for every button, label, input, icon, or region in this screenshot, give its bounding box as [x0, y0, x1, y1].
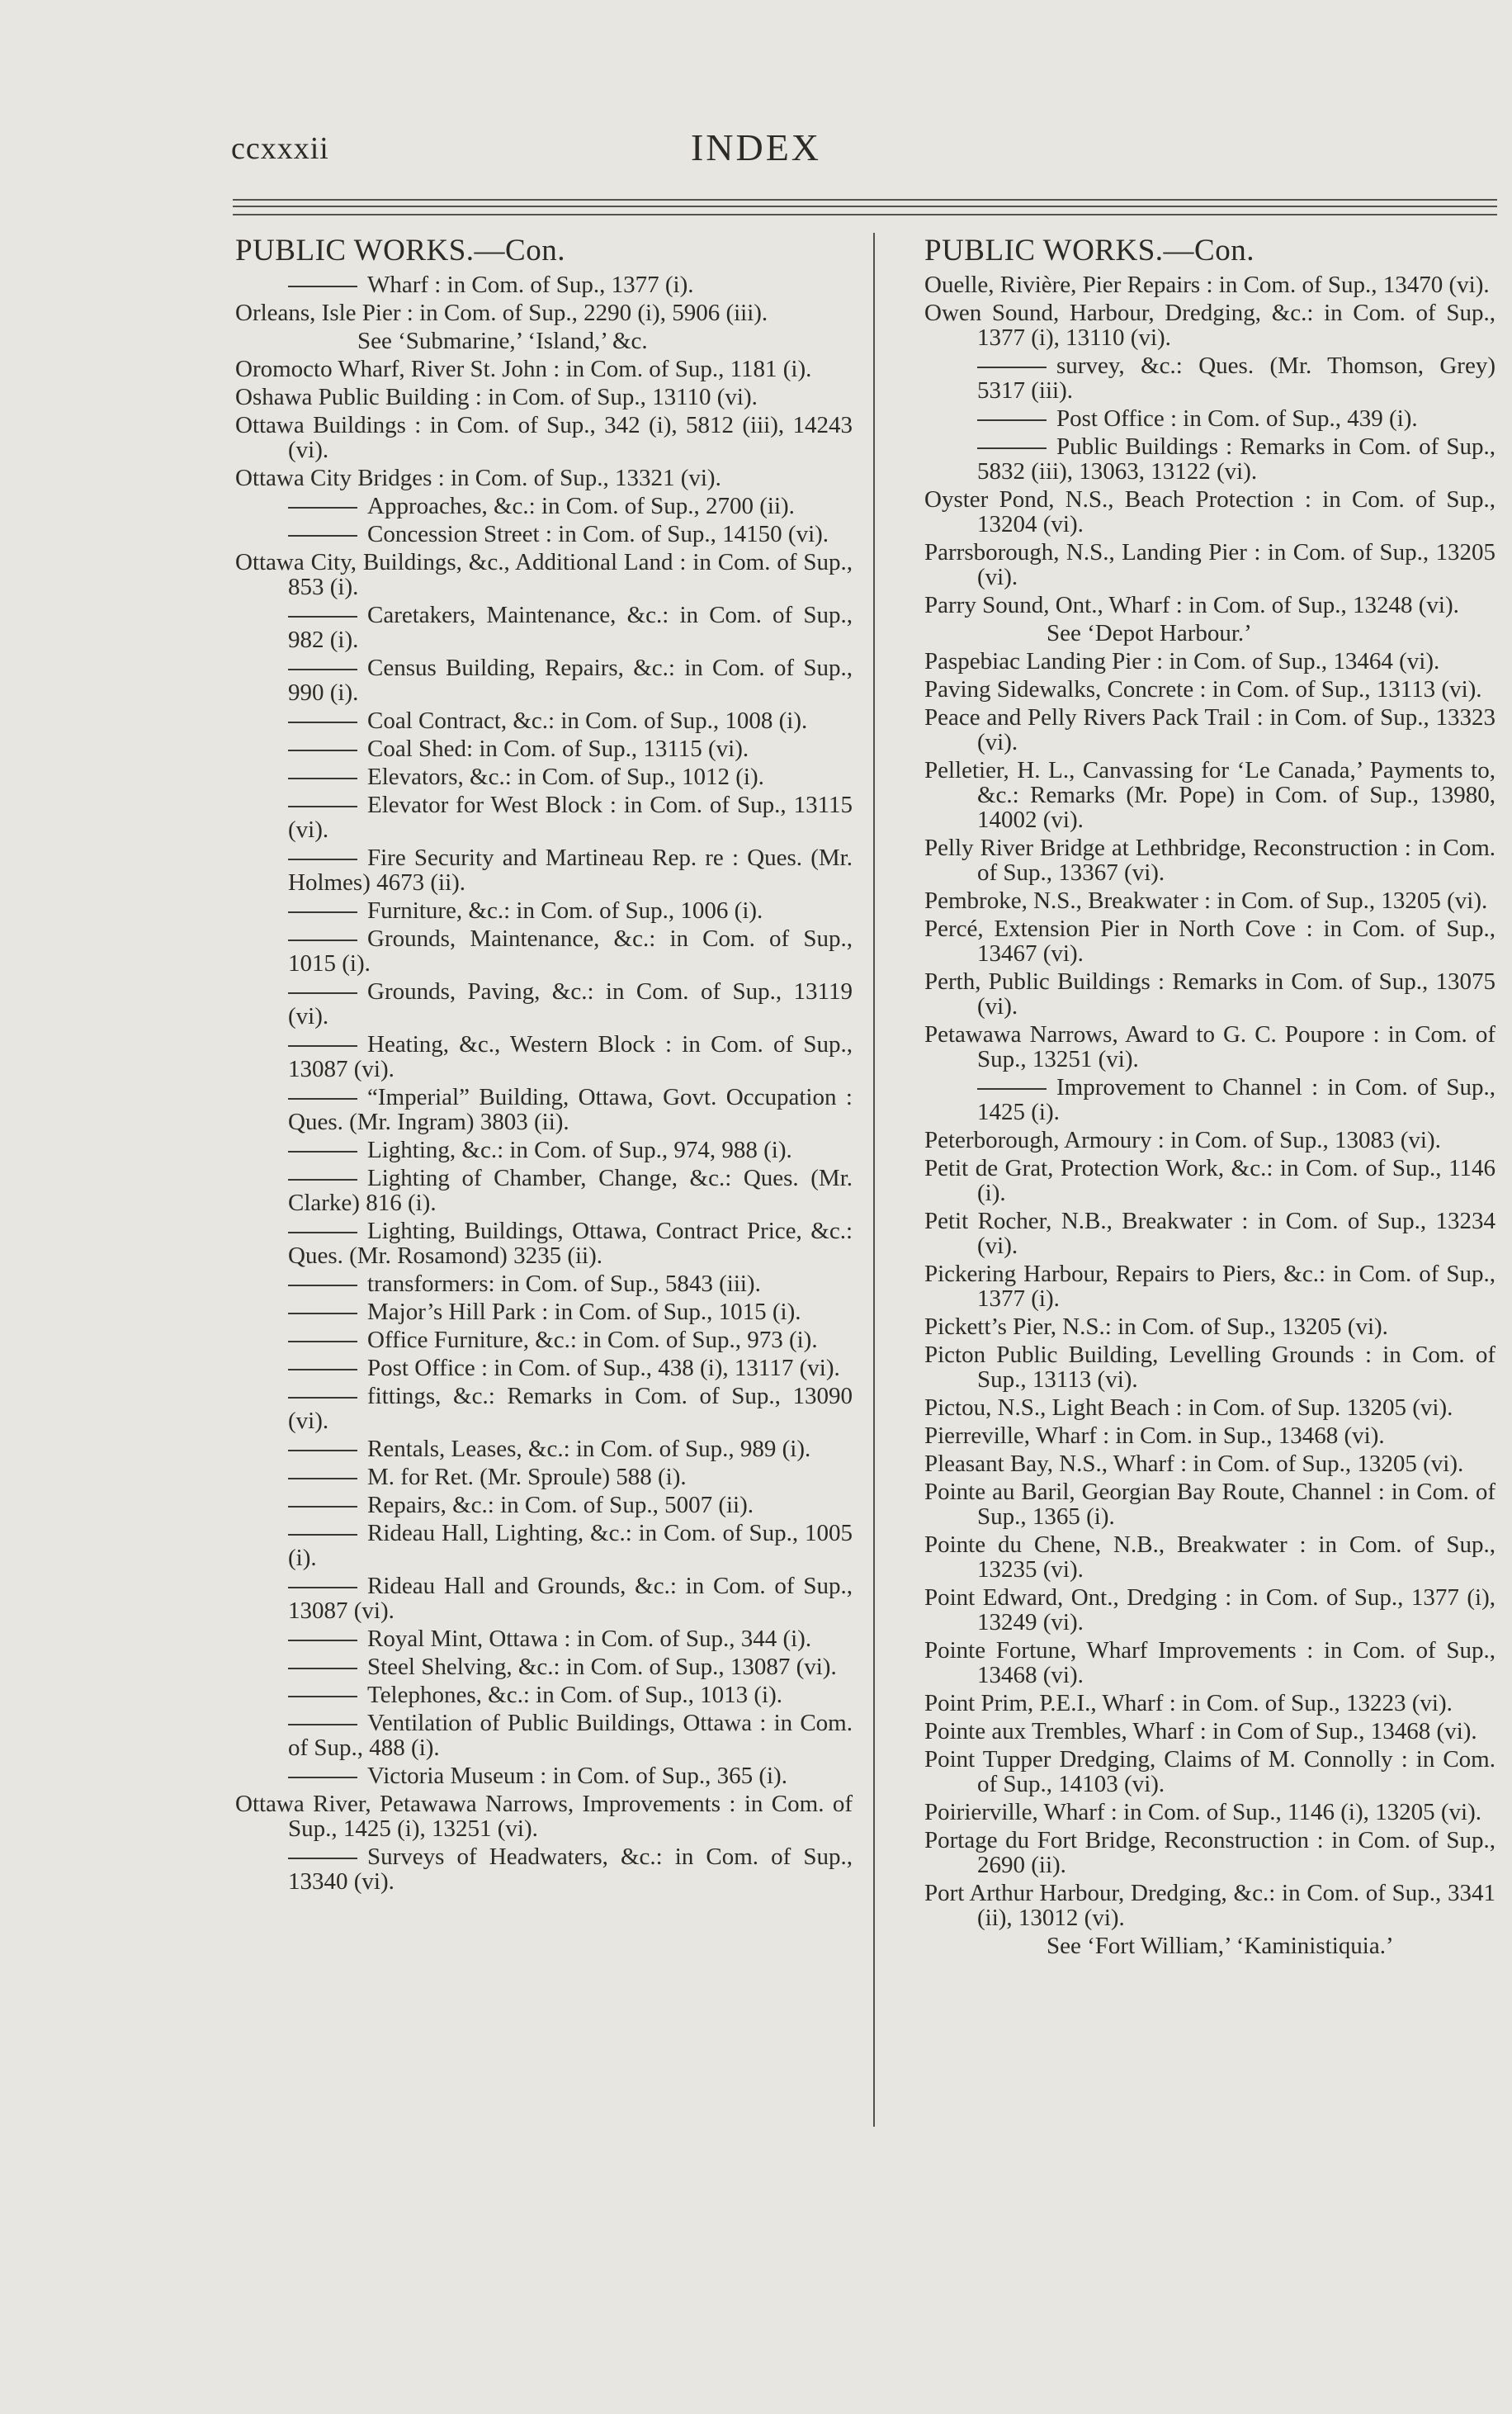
entry-text: See ‘Depot Harbour.’ — [1047, 620, 1252, 646]
entry-text: Elevator for West Block : in Com. of Sup., 13115 (vi). — [288, 792, 853, 843]
ditto-dash — [288, 1450, 357, 1451]
ditto-dash — [288, 286, 357, 287]
entry-text: Picton Public Building, Levelling Grounds : in Com. of Sup., 13113 (vi). — [924, 1342, 1495, 1393]
entry-text: Percé, Extension Pier in North Cove : in Com. of Sup., 13467 (vi). — [924, 916, 1495, 967]
index-subentry — [235, 603, 853, 652]
cross-reference — [924, 1934, 1495, 1958]
entry-text: Approaches, &c.: in Com. of Sup., 2700 (ii). — [367, 493, 795, 519]
index-subentry — [924, 353, 1495, 403]
entry-text: fittings, &c.: Remarks in Com. of Sup., 13090 (vi). — [288, 1383, 853, 1434]
index-entry — [235, 466, 853, 490]
ditto-dash — [288, 1232, 357, 1233]
index-subentry — [235, 272, 853, 297]
index-entry — [924, 1532, 1495, 1582]
index-entry — [924, 758, 1495, 832]
index-subentry — [235, 1437, 853, 1461]
index-subentry — [235, 1219, 853, 1268]
entry-text: Post Office : in Com. of Sup., 439 (i). — [1056, 405, 1418, 432]
index-entry — [924, 1800, 1495, 1825]
ditto-dash — [288, 535, 357, 537]
entry-text: Pickett’s Pier, N.S.: in Com. of Sup., 13205 (vi). — [924, 1314, 1388, 1340]
index-subentry — [235, 522, 853, 547]
entry-text: Concession Street : in Com. of Sup., 14150 (vi). — [367, 521, 829, 547]
index-entry — [924, 1128, 1495, 1153]
index-entry — [924, 1423, 1495, 1448]
ditto-dash — [288, 940, 357, 941]
index-entry — [924, 649, 1495, 674]
index-subentry — [235, 1763, 853, 1788]
index-entry — [924, 1156, 1495, 1205]
entry-text: Caretakers, Maintenance, &c.: in Com. of Sup., 982 (i). — [288, 602, 853, 653]
entry-text: Pickering Harbour, Repairs to Piers, &c.: in Com. of Sup., 1377 (i). — [924, 1261, 1495, 1312]
index-subentry — [235, 1085, 853, 1134]
entry-text: Pierreville, Wharf : in Com. in Sup., 13468 (vi). — [924, 1422, 1385, 1449]
index-subentry — [235, 1626, 853, 1651]
index-subentry — [235, 1271, 853, 1296]
index-entry — [924, 272, 1495, 297]
index-entry — [924, 677, 1495, 702]
entry-text: Post Office : in Com. of Sup., 438 (i), 13117 (vi). — [367, 1355, 840, 1381]
right-column — [924, 233, 1495, 1962]
index-subentry — [235, 1574, 853, 1623]
entry-text: Rideau Hall and Grounds, &c.: in Com. of Sup., 13087 (vi). — [288, 1573, 853, 1624]
entry-text: Elevators, &c.: in Com. of Sup., 1012 (i). — [367, 764, 764, 790]
ditto-dash — [288, 1341, 357, 1342]
entry-text: Repairs, &c.: in Com. of Sup., 5007 (ii). — [367, 1492, 754, 1518]
ditto-dash — [288, 1696, 357, 1697]
entry-text: Rideau Hall, Lighting, &c.: in Com. of Sup., 1005 (i). — [288, 1520, 853, 1571]
entry-text: Point Prim, P.E.I., Wharf : in Com. of Sup., 13223 (vi). — [924, 1690, 1453, 1716]
index-entry — [924, 301, 1495, 350]
index-entry — [924, 1209, 1495, 1258]
entry-text: Ottawa River, Petawawa Narrows, Improvements : in Com. of Sup., 1425 (i), 13251 (vi). — [235, 1791, 853, 1842]
index-entry — [924, 969, 1495, 1019]
index-entry — [924, 916, 1495, 966]
header-rule — [233, 214, 1497, 215]
entry-text: Public Buildings : Remarks in Com. of Sup., 5832 (iii), 13063, 13122 (vi). — [977, 433, 1495, 485]
index-entry — [924, 487, 1495, 537]
index-subentry — [235, 1032, 853, 1082]
entry-text: Victoria Museum : in Com. of Sup., 365 (i). — [367, 1763, 787, 1789]
column-divider — [873, 233, 875, 2127]
ditto-dash — [288, 1534, 357, 1536]
entry-text: Lighting, &c.: in Com. of Sup., 974, 988 (i). — [367, 1137, 792, 1163]
entry-text: Ottawa City Bridges : in Com. of Sup., 13321 (vi). — [235, 465, 721, 491]
ditto-dash — [288, 778, 357, 779]
entry-text: Pelly River Bridge at Lethbridge, Reconstruction : in Com. of Sup., 13367 (vi). — [924, 835, 1495, 886]
index-entry — [924, 1314, 1495, 1339]
index-subentry — [235, 926, 853, 976]
index-entry — [924, 593, 1495, 618]
entry-text: Telephones, &c.: in Com. of Sup., 1013 (i). — [367, 1682, 782, 1708]
entry-text: Ottawa City, Buildings, &c., Additional Land : in Com. of Sup., 853 (i). — [235, 549, 853, 600]
entry-text: Grounds, Maintenance, &c.: in Com. of Sup., 1015 (i). — [288, 925, 853, 977]
page-number: ccxxxii — [231, 131, 329, 166]
ditto-dash — [288, 992, 357, 994]
entry-text: survey, &c.: Ques. (Mr. Thomson, Grey) 5317 (iii). — [977, 353, 1495, 404]
entry-text: Point Edward, Ont., Dredging : in Com. of Sup., 1377 (i), 13249 (vi). — [924, 1584, 1495, 1635]
ditto-dash — [977, 367, 1047, 368]
index-subentry — [235, 1844, 853, 1894]
ditto-dash — [288, 1640, 357, 1641]
entry-text: Paspebiac Landing Pier : in Com. of Sup., 13464 (vi). — [924, 648, 1440, 674]
entry-text: Coal Shed: in Com. of Sup., 13115 (vi). — [367, 736, 749, 762]
index-entry — [924, 888, 1495, 913]
entry-text: Lighting, Buildings, Ottawa, Contract Price, &c.: Ques. (Mr. Rosamond) 3235 (ii). — [288, 1218, 853, 1269]
entry-text: Poirierville, Wharf : in Com. of Sup., 1146 (i), 13205 (vi). — [924, 1799, 1481, 1825]
entry-text: Ouelle, Rivière, Pier Repairs : in Com. of Sup., 13470 (vi). — [924, 272, 1490, 298]
index-subentry — [235, 1384, 853, 1433]
entry-text: Rentals, Leases, &c.: in Com. of Sup., 989 (i). — [367, 1436, 811, 1462]
entry-text: M. for Ret. (Mr. Sproule) 588 (i). — [367, 1464, 687, 1490]
index-subentry — [235, 1166, 853, 1215]
index-subentry — [235, 1138, 853, 1162]
index-entry — [235, 385, 853, 409]
ditto-dash — [977, 419, 1047, 421]
ditto-dash — [288, 859, 357, 860]
ditto-dash — [288, 806, 357, 807]
index-subentry — [235, 898, 853, 923]
ditto-dash — [288, 1285, 357, 1286]
index-entry — [235, 357, 853, 381]
index-entry — [924, 1638, 1495, 1687]
index-entry — [235, 301, 853, 325]
ditto-dash — [288, 1098, 357, 1100]
entry-text: Fire Security and Martineau Rep. re : Ques. (Mr. Holmes) 4673 (ii). — [288, 845, 853, 896]
ditto-dash — [288, 507, 357, 509]
cross-reference — [924, 621, 1495, 646]
index-entry — [924, 1691, 1495, 1716]
index-entry — [924, 1261, 1495, 1311]
index-entry — [924, 1828, 1495, 1877]
index-entry — [924, 1451, 1495, 1476]
page-title: INDEX — [690, 126, 822, 168]
index-entry — [924, 1881, 1495, 1930]
header-rule — [233, 199, 1497, 201]
entry-text: Petit Rocher, N.B., Breakwater : in Com. of Sup., 13234 (vi). — [924, 1208, 1495, 1259]
index-entry — [924, 705, 1495, 755]
index-entry — [924, 540, 1495, 589]
entry-text: Pembroke, N.S., Breakwater : in Com. of Sup., 13205 (vi). — [924, 888, 1488, 914]
ditto-dash — [288, 722, 357, 723]
index-subentry — [924, 434, 1495, 484]
ditto-dash — [288, 1777, 357, 1778]
entry-text: Parrsborough, N.S., Landing Pier : in Com. of Sup., 13205 (vi). — [924, 539, 1495, 590]
entry-text: Pelletier, H. L., Canvassing for ‘Le Canada,’ Payments to, &c.: Remarks (Mr. Pope) in Com. of Sup., 13980, 14002 (vi). — [924, 757, 1495, 833]
entry-text: Royal Mint, Ottawa : in Com. of Sup., 344 (i). — [367, 1626, 812, 1652]
index-subentry — [235, 494, 853, 518]
entry-text: Pictou, N.S., Light Beach : in Com. of Sup. 13205 (vi). — [924, 1394, 1453, 1421]
ditto-dash — [977, 1088, 1047, 1090]
entry-text: Pleasant Bay, N.S., Wharf : in Com. of Sup., 13205 (vi). — [924, 1451, 1464, 1477]
ditto-dash — [288, 1313, 357, 1314]
entry-text: Wharf : in Com. of Sup., 1377 (i). — [367, 272, 694, 298]
entry-text: Steel Shelving, &c.: in Com. of Sup., 13087 (vi). — [367, 1654, 837, 1680]
entry-text: Orleans, Isle Pier : in Com. of Sup., 2290 (i), 5906 (iii). — [235, 300, 768, 326]
index-subentry — [235, 1356, 853, 1380]
ditto-dash — [288, 616, 357, 618]
entry-text: See ‘Submarine,’ ‘Island,’ &c. — [357, 328, 648, 354]
index-subentry — [235, 1683, 853, 1707]
index-subentry — [924, 1075, 1495, 1124]
entry-text: Owen Sound, Harbour, Dredging, &c.: in Com. of Sup., 1377 (i), 13110 (vi). — [924, 300, 1495, 351]
entry-text: Pointe Fortune, Wharf Improvements : in Com. of Sup., 13468 (vi). — [924, 1637, 1495, 1688]
entry-text: Ottawa Buildings : in Com. of Sup., 342 (i), 5812 (iii), 14243 (vi). — [235, 412, 853, 463]
entry-text: Pointe au Baril, Georgian Bay Route, Channel : in Com. of Sup., 1365 (i). — [924, 1479, 1495, 1530]
index-subentry — [235, 708, 853, 733]
ditto-dash — [288, 1179, 357, 1181]
ditto-dash — [288, 1151, 357, 1153]
entry-text: Heating, &c., Western Block : in Com. of Sup., 13087 (vi). — [288, 1031, 853, 1082]
index-subentry — [235, 1711, 853, 1760]
entry-text: Surveys of Headwaters, &c.: in Com. of Sup., 13340 (vi). — [288, 1844, 853, 1895]
index-entry — [924, 1395, 1495, 1420]
ditto-dash — [288, 1369, 357, 1370]
entry-text: Oyster Pond, N.S., Beach Protection : in Com. of Sup., 13204 (vi). — [924, 486, 1495, 537]
entry-text: Port Arthur Harbour, Dredging, &c.: in Com. of Sup., 3341 (ii), 13012 (vi). — [924, 1880, 1495, 1931]
ditto-dash — [288, 1587, 357, 1588]
entry-text: Major’s Hill Park : in Com. of Sup., 1015 (i). — [367, 1299, 801, 1325]
ditto-dash — [288, 1668, 357, 1669]
ditto-dash — [977, 447, 1047, 449]
index-entry — [924, 835, 1495, 885]
index-entry — [924, 1022, 1495, 1072]
entry-text: “Imperial” Building, Ottawa, Govt. Occupation : Ques. (Mr. Ingram) 3803 (ii). — [288, 1084, 853, 1135]
ditto-dash — [288, 1397, 357, 1399]
ditto-dash — [288, 1858, 357, 1859]
entry-text: Petawawa Narrows, Award to G. C. Poupore : in Com. of Sup., 13251 (vi). — [924, 1021, 1495, 1072]
entry-text: Point Tupper Dredging, Claims of M. Connolly : in Com. of Sup., 14103 (vi). — [924, 1746, 1495, 1797]
index-subentry — [235, 764, 853, 789]
entry-text: Furniture, &c.: in Com. of Sup., 1006 (i). — [367, 897, 763, 924]
entry-text: Portage du Fort Bridge, Reconstruction : in Com. of Sup., 2690 (ii). — [924, 1827, 1495, 1878]
entry-text: Census Building, Repairs, &c.: in Com. of Sup., 990 (i). — [288, 655, 853, 706]
index-subentry — [235, 979, 853, 1029]
entry-text: Peace and Pelly Rivers Pack Trail : in Com. of Sup., 13323 (vi). — [924, 704, 1495, 755]
ditto-dash — [288, 1506, 357, 1508]
ditto-dash — [288, 911, 357, 913]
entry-text: Ventilation of Public Buildings, Ottawa : in Com. of Sup., 488 (i). — [288, 1710, 853, 1761]
ditto-dash — [288, 669, 357, 670]
index-entry — [924, 1719, 1495, 1744]
index-subentry — [235, 1493, 853, 1517]
index-subentry — [235, 793, 853, 842]
index-entry — [924, 1479, 1495, 1529]
index-subentry — [235, 656, 853, 705]
index-subentry — [235, 1328, 853, 1352]
entry-text: Petit de Grat, Protection Work, &c.: in Com. of Sup., 1146 (i). — [924, 1155, 1495, 1206]
index-subentry — [235, 1654, 853, 1679]
entry-text: Grounds, Paving, &c.: in Com. of Sup., 13119 (vi). — [288, 978, 853, 1030]
ditto-dash — [288, 750, 357, 751]
entry-text: Peterborough, Armoury : in Com. of Sup., 13083 (vi). — [924, 1127, 1441, 1153]
entry-text: Perth, Public Buildings : Remarks in Com. of Sup., 13075 (vi). — [924, 968, 1495, 1020]
header-rule — [233, 206, 1497, 207]
entry-text: Lighting of Chamber, Change, &c.: Ques. (Mr. Clarke) 816 (i). — [288, 1165, 853, 1216]
entry-text: transformers: in Com. of Sup., 5843 (iii). — [367, 1271, 761, 1297]
left-column-heading: PUBLIC WORKS.—Con. — [235, 234, 565, 267]
right-column-heading: PUBLIC WORKS.—Con. — [924, 234, 1254, 267]
index-entry — [235, 413, 853, 462]
cross-reference — [235, 329, 853, 353]
index-entry — [235, 1792, 853, 1841]
index-subentry — [235, 1521, 853, 1570]
index-subentry — [924, 406, 1495, 431]
index-subentry — [235, 1465, 853, 1489]
index-subentry — [235, 736, 853, 761]
entry-text: Pointe aux Trembles, Wharf : in Com of Sup., 13468 (vi). — [924, 1718, 1477, 1744]
entry-text: Office Furniture, &c.: in Com. of Sup., 973 (i). — [367, 1327, 818, 1353]
index-entry — [924, 1747, 1495, 1796]
entry-text: See ‘Fort William,’ ‘Kaministiquia.’ — [1047, 1933, 1394, 1959]
entry-text: Parry Sound, Ont., Wharf : in Com. of Sup., 13248 (vi). — [924, 592, 1459, 618]
entry-text: Improvement to Channel : in Com. of Sup., 1425 (i). — [977, 1074, 1495, 1125]
entry-text: Coal Contract, &c.: in Com. of Sup., 1008 (i). — [367, 708, 808, 734]
index-entry — [235, 550, 853, 599]
ditto-dash — [288, 1045, 357, 1047]
index-subentry — [235, 1299, 853, 1324]
index-entry — [924, 1342, 1495, 1392]
entry-text: Pointe du Chene, N.B., Breakwater : in Com. of Sup., 13235 (vi). — [924, 1531, 1495, 1583]
index-subentry — [235, 845, 853, 895]
entry-text: Oshawa Public Building : in Com. of Sup., 13110 (vi). — [235, 384, 758, 410]
ditto-dash — [288, 1724, 357, 1725]
entry-text: Oromocto Wharf, River St. John : in Com. of Sup., 1181 (i). — [235, 356, 812, 382]
left-column — [235, 233, 853, 1897]
index-entry — [924, 1585, 1495, 1635]
ditto-dash — [288, 1478, 357, 1479]
entry-text: Paving Sidewalks, Concrete : in Com. of Sup., 13113 (vi). — [924, 676, 1482, 703]
